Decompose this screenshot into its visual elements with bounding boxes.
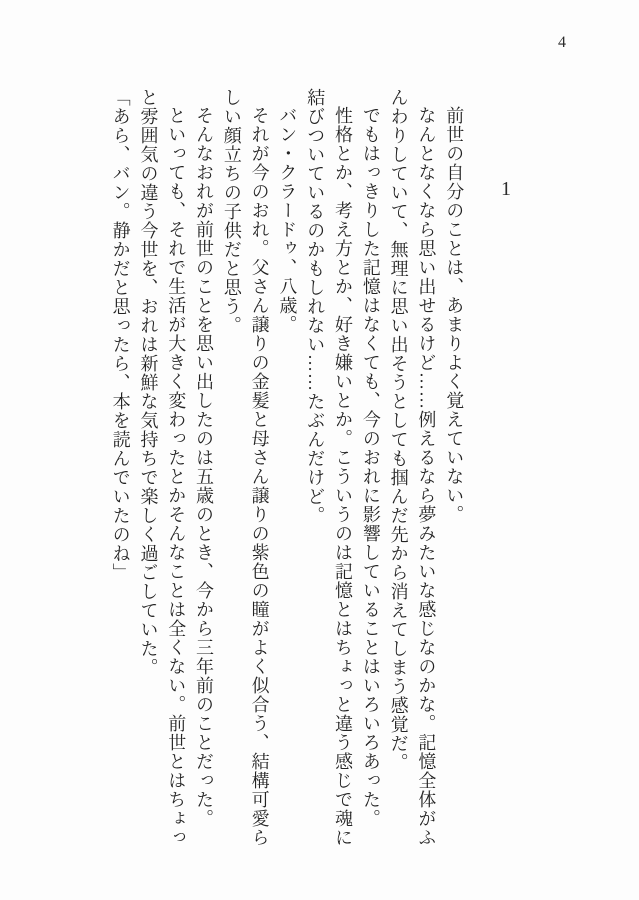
text-area xyxy=(106,88,519,860)
paragraph: でもはっきりした記憶はなくても、今のおれに影響していることはいろいろあった。 xyxy=(360,106,381,828)
paragraph: なんとなくなら思い出せるけど……例えるなら夢みたいな感じなのかな。記憶全体がふんわりしていて、無理に思い出そうとしても掴んだ先から消えてしまう感覚だ。 xyxy=(388,88,437,847)
page-number: 4 xyxy=(558,34,566,51)
paragraph: そんなおれが前世のことを思い出したのは五歳のとき、今から三年前のことだった。 xyxy=(194,106,215,828)
paragraph-dialogue: 「あら、バン。静かだと思ったら、本を読んでいたのね」 xyxy=(110,88,131,582)
paragraph: バン・クラードゥ、八歳。 xyxy=(277,106,298,334)
chapter-heading: 1 xyxy=(495,178,517,201)
paragraph: それが今のおれ。父さん譲りの金髪と母さん譲りの紫色の瞳がよく似合う、結構可愛らしい顔立ちの子供だと思う。 xyxy=(221,88,270,847)
paragraph: といっても、それで生活が大きく変わったとかそんなことは全くない。前世とはちょっと雰囲気の違う今世を、おれは新鮮な気持ちで楽しく過ごしていた。 xyxy=(138,88,187,847)
paragraph: 性格とか、考え方とか、好き嫌いとか。こういうのは記憶とはちょっと違う感じで魂に結びついているのかもしれない……たぶんだけど。 xyxy=(305,88,354,847)
paragraph: 前世の自分のことは、あまりよく覚えていない。 xyxy=(444,106,465,524)
